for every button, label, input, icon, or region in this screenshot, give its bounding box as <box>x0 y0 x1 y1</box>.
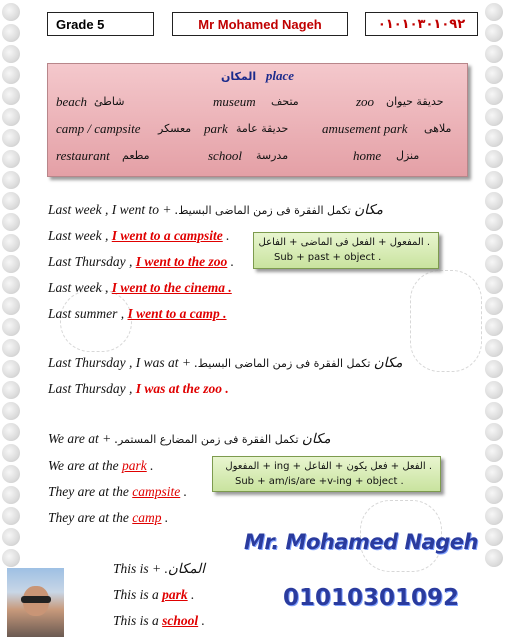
example-answer: I went to a camp . <box>127 306 227 321</box>
border-ornament <box>485 528 503 546</box>
example-suffix: . <box>146 458 154 473</box>
right-decorative-border <box>483 0 505 641</box>
formula-english: Sub + past + object . <box>274 252 382 263</box>
example-answer: I went to a campsite <box>111 228 223 243</box>
teacher-logo-name: Mr. Mohamed Nageh <box>244 530 478 554</box>
border-ornament <box>485 423 503 441</box>
border-ornament <box>2 444 20 462</box>
border-ornament <box>485 150 503 168</box>
word-en: zoo <box>356 94 375 109</box>
border-ornament <box>2 129 20 147</box>
word-en: park <box>204 121 228 136</box>
border-ornament <box>2 297 20 315</box>
border-ornament <box>485 129 503 147</box>
example-line <box>48 381 229 397</box>
word-en: home <box>353 148 382 163</box>
border-ornament <box>485 507 503 525</box>
example-answer: park <box>162 587 188 602</box>
border-ornament <box>2 192 20 210</box>
section1-intro-en: Last week , I went to + .مكان <box>48 202 383 217</box>
place-row-2 <box>56 121 460 139</box>
border-ornament <box>485 318 503 336</box>
word-en: restaurant <box>56 148 110 163</box>
example-suffix: . <box>180 484 187 499</box>
border-ornament <box>2 213 20 231</box>
section3-intro-en: We are at + .مكان <box>48 431 331 446</box>
example-suffix: . <box>161 510 169 525</box>
border-ornament <box>2 276 20 294</box>
border-ornament <box>485 276 503 294</box>
teacher-phone: ٠١٠١٠٣٠١٠٩٢ <box>365 12 478 36</box>
example-prefix: Last Thursday , <box>48 381 136 396</box>
example-prefix: They are at the <box>48 484 133 499</box>
border-ornament <box>2 360 20 378</box>
example-line <box>48 228 230 244</box>
example-answer: camp <box>132 510 162 525</box>
formula-arabic: المفعول + الفعل فى الماضى + الفاعل . <box>258 237 430 248</box>
border-ornament <box>485 234 503 252</box>
border-ornament <box>2 318 20 336</box>
border-ornament <box>485 549 503 567</box>
word-ar: منزل <box>396 149 420 162</box>
word-en: school <box>208 148 242 163</box>
border-ornament <box>2 423 20 441</box>
section4-intro-text: This is + .المكان <box>113 561 206 576</box>
example-answer: park <box>122 458 147 473</box>
section2-intro-en: Last Thursday , I was at + .مكان <box>48 355 403 370</box>
word-ar: معسكر <box>158 122 192 135</box>
example-prefix: This is a <box>113 587 163 602</box>
example-line <box>48 280 232 296</box>
border-ornament <box>2 507 20 525</box>
place-row-3 <box>56 148 460 166</box>
teacher-name: Mr Mohamed Nageh <box>172 12 348 36</box>
word-ar: شاطئ <box>94 95 125 108</box>
border-ornament <box>485 171 503 189</box>
example-prefix: Last summer , <box>48 306 128 321</box>
example-suffix: . <box>222 228 230 243</box>
border-ornament <box>2 24 20 42</box>
border-ornament <box>2 381 20 399</box>
teacher-logo-phone: 01010301092 <box>283 585 460 611</box>
border-ornament <box>485 108 503 126</box>
example-prefix: Last week , <box>48 280 112 295</box>
border-ornament <box>485 192 503 210</box>
place-title-english: place <box>265 68 295 83</box>
word-ar: ملاهى <box>424 122 452 135</box>
example-answer: campsite <box>132 484 181 499</box>
border-ornament <box>485 45 503 63</box>
border-ornament <box>485 66 503 84</box>
border-ornament <box>2 339 20 357</box>
present-continuous-formula-box <box>212 456 441 492</box>
word-en: museum <box>213 94 256 109</box>
border-ornament <box>2 108 20 126</box>
section1-intro <box>48 202 383 218</box>
example-suffix: . <box>198 613 205 628</box>
border-ornament <box>485 297 503 315</box>
border-ornament <box>2 234 20 252</box>
example-prefix: Last Thursday , <box>48 254 136 269</box>
example-line <box>48 510 168 526</box>
example-prefix: Last week , <box>48 228 112 243</box>
example-line <box>48 458 154 474</box>
section1-intro-ar: تكمل الفقرة فى زمن الماضى البسيط <box>178 204 351 217</box>
example-answer: I went to the zoo <box>135 254 228 269</box>
border-ornament <box>2 66 20 84</box>
place-title-arabic: المكان <box>220 70 257 83</box>
example-answer: I went to the cinema . <box>111 280 232 295</box>
border-ornament <box>485 381 503 399</box>
border-ornament <box>2 255 20 273</box>
place-row-1 <box>56 94 460 112</box>
example-suffix: . <box>227 254 235 269</box>
section2-intro <box>48 355 402 371</box>
border-ornament <box>2 549 20 567</box>
example-answer: I was at the zoo . <box>135 381 229 396</box>
section3-intro-ar: تكمل الفقرة فى زمن المضارع المستمر <box>117 433 299 446</box>
place-vocabulary-box <box>47 63 468 177</box>
word-ar: مدرسة <box>256 149 289 162</box>
example-prefix: This is a <box>113 613 163 628</box>
example-line <box>113 613 205 629</box>
formula-arabic: المفعول + ing + الفعل + فعل يكون + الفاعل . <box>225 461 432 472</box>
left-decorative-border <box>0 0 22 641</box>
border-ornament <box>485 3 503 21</box>
border-ornament <box>485 360 503 378</box>
sketch-figure-right-top <box>410 270 482 372</box>
border-ornament <box>2 528 20 546</box>
word-en: amusement park <box>322 121 408 136</box>
place-box-title <box>48 68 467 84</box>
word-en: beach <box>56 94 88 109</box>
word-ar: حديقة حيوان <box>386 95 444 108</box>
past-simple-formula-box <box>253 232 439 269</box>
formula-english: Sub + am/is/are +v-ing + object . <box>235 476 404 487</box>
teacher-photo <box>7 568 64 637</box>
section4-intro <box>113 561 205 577</box>
photo-sunglasses <box>21 596 51 603</box>
example-line <box>48 306 227 322</box>
example-line <box>48 484 187 500</box>
border-ornament <box>2 402 20 420</box>
border-ornament <box>2 45 20 63</box>
border-ornament <box>485 87 503 105</box>
border-ornament <box>485 402 503 420</box>
border-ornament <box>2 150 20 168</box>
word-ar: متحف <box>271 95 299 108</box>
example-line <box>113 587 194 603</box>
example-line <box>48 254 234 270</box>
border-ornament <box>485 255 503 273</box>
example-prefix: We are at the <box>48 458 122 473</box>
border-ornament <box>2 171 20 189</box>
border-ornament <box>485 465 503 483</box>
border-ornament <box>2 486 20 504</box>
example-prefix: They are at the <box>48 510 133 525</box>
word-ar: مطعم <box>122 149 150 162</box>
section3-intro <box>48 431 331 447</box>
example-answer: school <box>162 613 199 628</box>
grade-label: Grade 5 <box>47 12 154 36</box>
border-ornament <box>485 444 503 462</box>
border-ornament <box>2 87 20 105</box>
border-ornament <box>485 213 503 231</box>
word-en: camp / campsite <box>56 121 141 136</box>
border-ornament <box>2 465 20 483</box>
example-suffix: . <box>187 587 195 602</box>
border-ornament <box>2 3 20 21</box>
border-ornament <box>485 24 503 42</box>
border-ornament <box>485 486 503 504</box>
section2-intro-ar: تكمل الفقرة فى زمن الماضى البسيط <box>197 357 371 370</box>
word-ar: حديقة عامة <box>236 122 289 135</box>
border-ornament <box>485 339 503 357</box>
